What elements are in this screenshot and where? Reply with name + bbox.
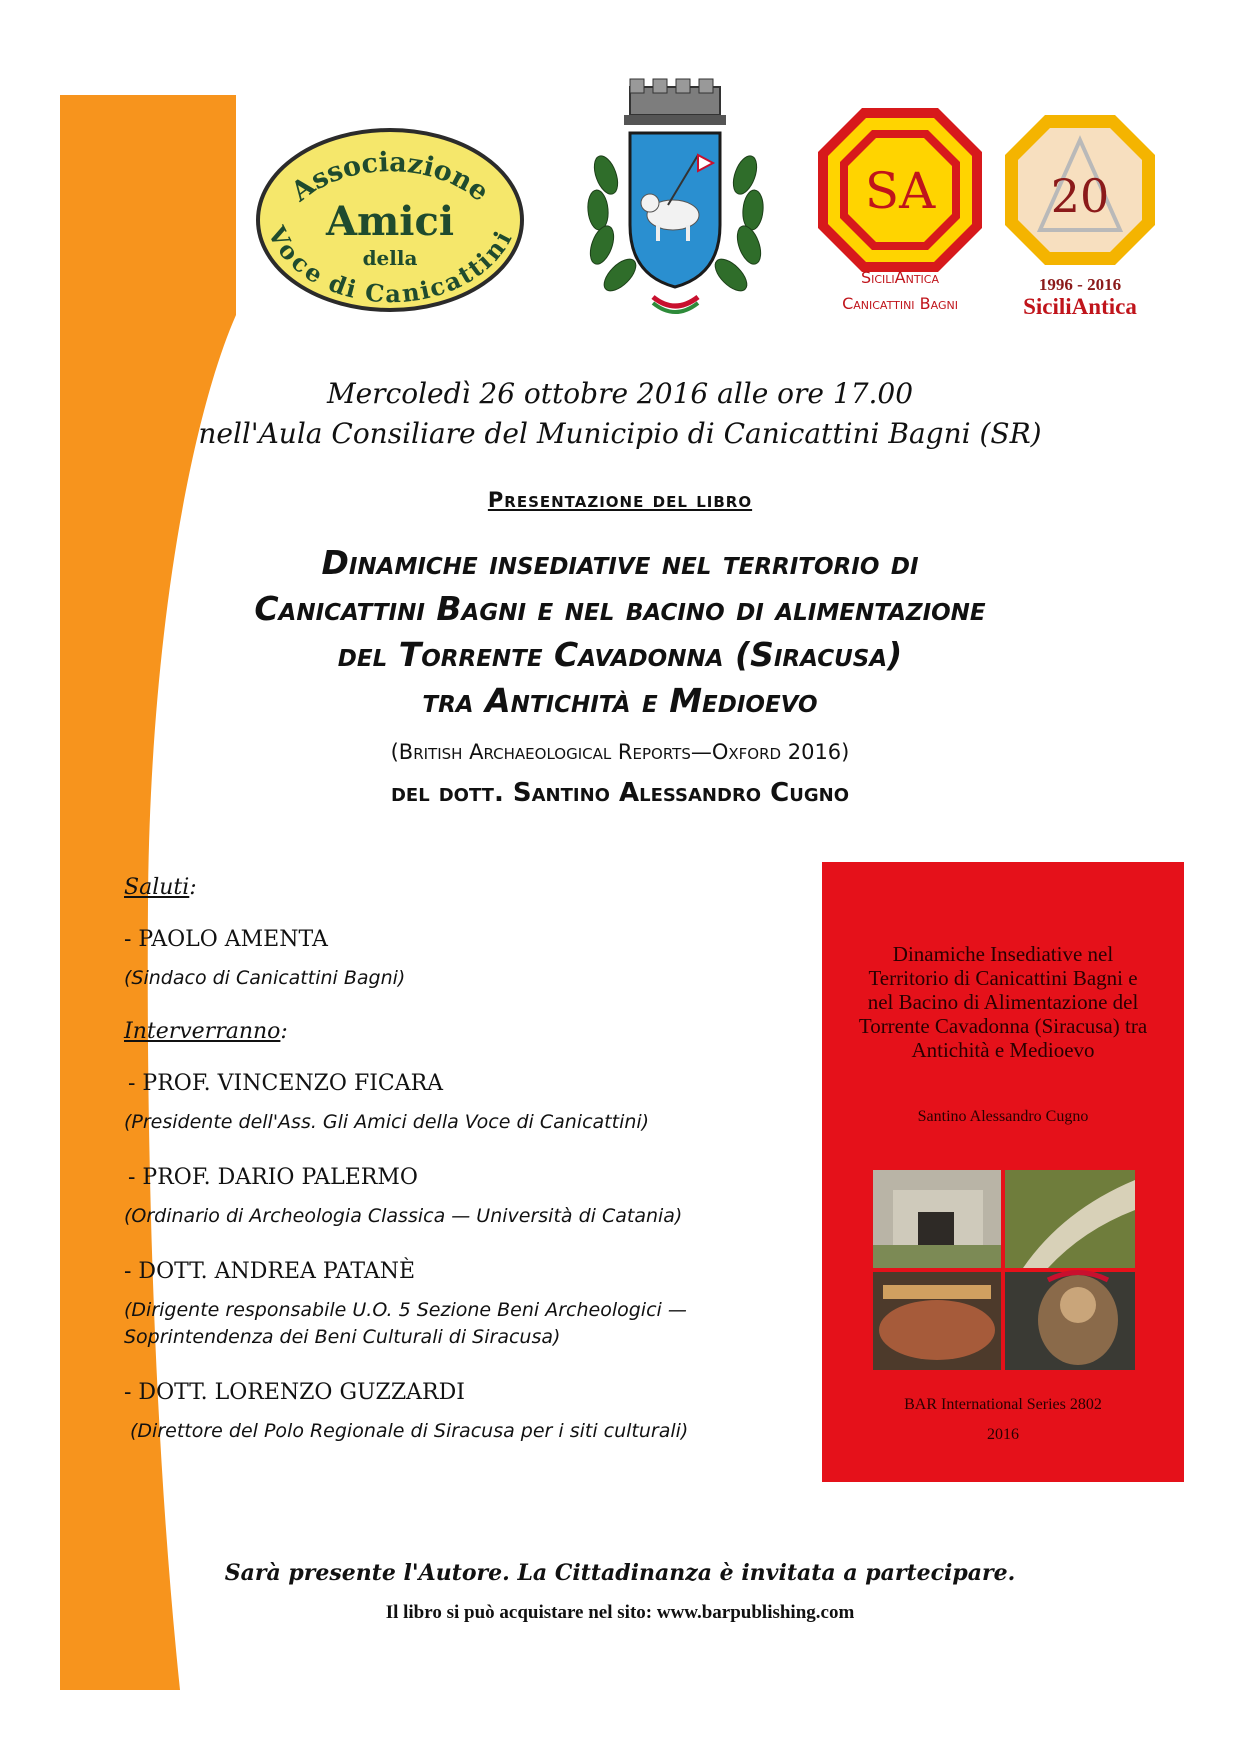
event-place: nell'Aula Consiliare del Municipio di Canicattini Bagni (SR) <box>198 417 1042 450</box>
book-cover-title <box>822 942 1184 1062</box>
saluti-heading: Saluti <box>124 875 190 900</box>
author-line: del dott. Santino Alessandro Cugno <box>390 778 849 808</box>
cover-year: 2016 <box>987 1426 1019 1443</box>
book-title-line: Canicattini Bagni e nel bacino di alimentazione <box>254 589 986 628</box>
amici-logo-line1: Associazione <box>285 147 495 208</box>
book-cover-series <box>822 1390 1184 1450</box>
speaker-role: (Dirigente responsabile U.O. 5 Sezione Beni Archeologici — <box>124 1299 687 1321</box>
sa20-years: 1996 - 2016 <box>1038 275 1122 294</box>
speakers-list: Saluti: - PAOLO AMENTA (Sindaco di Canicattini Bagni) Interverranno: - PROF. VINCENZO FICARA (Presidente dell'Ass. Gli Amici della Voce di Canicattini) - PROF. DARIO PALERMO (Ordinario di Archeologia Classica — Università di Catania) - DOTT. ANDREA PATANÈ (Dirigente responsabile U.O. 5 Sezione Beni Archeologici — Soprintendenza dei Beni Culturali di Siracusa) - DOTT. LORENZO GUZZARDI (Direttore del Polo Regionale di Siracusa per i siti culturali) <box>124 875 824 1450</box>
presentation-heading: Presentazione del libro <box>487 488 753 512</box>
amici-logo-line4: Voce di Canicattini <box>262 221 518 309</box>
sa20-number: 20 <box>1050 169 1110 223</box>
event-info <box>0 374 1240 454</box>
series-line: (British Archaeological Reports—Oxford 2016) <box>390 740 850 764</box>
cover-photo-collage <box>873 1170 1135 1370</box>
cover-title-line: Dinamiche Insediative nel <box>892 942 1114 966</box>
speaker-name: - PROF. VINCENZO FICARA <box>128 1071 444 1096</box>
sa-logo-line1: SiciliAntica <box>860 268 940 287</box>
speaker-name: - DOTT. LORENZO GUZZARDI <box>124 1380 465 1405</box>
book-title <box>0 540 1240 724</box>
sa20-name: SiciliAntica <box>1023 294 1137 319</box>
footer-invitation: Sarà presente l'Autore. La Cittadinanza è invitata a partecipare. <box>224 1560 1016 1586</box>
siciliantica-20-logo <box>1000 110 1160 320</box>
book-cover-author: Santino Alessandro Cugno <box>917 1108 1089 1125</box>
speaker-role: (Ordinario di Archeologia Classica — Università di Catania) <box>124 1205 683 1227</box>
amici-voce-logo <box>250 120 530 320</box>
speaker-role: (Direttore del Polo Regionale di Siracusa per i siti culturali) <box>130 1420 689 1442</box>
cover-title-line: Antichità e Medioevo <box>911 1038 1095 1062</box>
sa-logo-line2: Canicattini Bagni <box>842 294 958 313</box>
amici-logo-line2: Amici <box>325 198 455 245</box>
interverranno-heading: Interverranno <box>124 1019 281 1044</box>
cover-title-line: Territorio di Canicattini Bagni e <box>868 966 1138 990</box>
amici-logo-line3: della <box>362 246 418 270</box>
speaker-role: (Presidente dell'Ass. Gli Amici della Voce di Canicattini) <box>124 1111 650 1133</box>
cover-title-line: Torrente Cavadonna (Siracusa) tra <box>858 1014 1148 1038</box>
book-title-line: Dinamiche insediative nel territorio di <box>321 543 919 582</box>
coat-of-arms-icon <box>568 75 783 325</box>
sa-logo-mark: SA <box>864 162 936 220</box>
speaker-role: (Sindaco di Canicattini Bagni) <box>124 967 406 989</box>
cover-series: BAR International Series 2802 <box>904 1396 1102 1413</box>
book-title-line: del Torrente Cavadonna (Siracusa) <box>337 635 903 674</box>
footer-purchase: Il libro si può acquistare nel sito: www.barpublishing.com <box>385 1602 855 1623</box>
book-title-line: tra Antichità e Medioevo <box>422 681 818 720</box>
cover-title-line: nel Bacino di Alimentazione del <box>867 990 1139 1014</box>
speaker-name: - DOTT. ANDREA PATANÈ <box>124 1259 416 1284</box>
speaker-name: - PROF. DARIO PALERMO <box>128 1165 418 1190</box>
event-date: Mercoledì 26 ottobre 2016 alle ore 17.00 <box>326 377 914 410</box>
speaker-name: - PAOLO AMENTA <box>124 927 328 952</box>
speaker-role-cont: Soprintendenza dei Beni Culturali di Siracusa) <box>124 1326 561 1348</box>
